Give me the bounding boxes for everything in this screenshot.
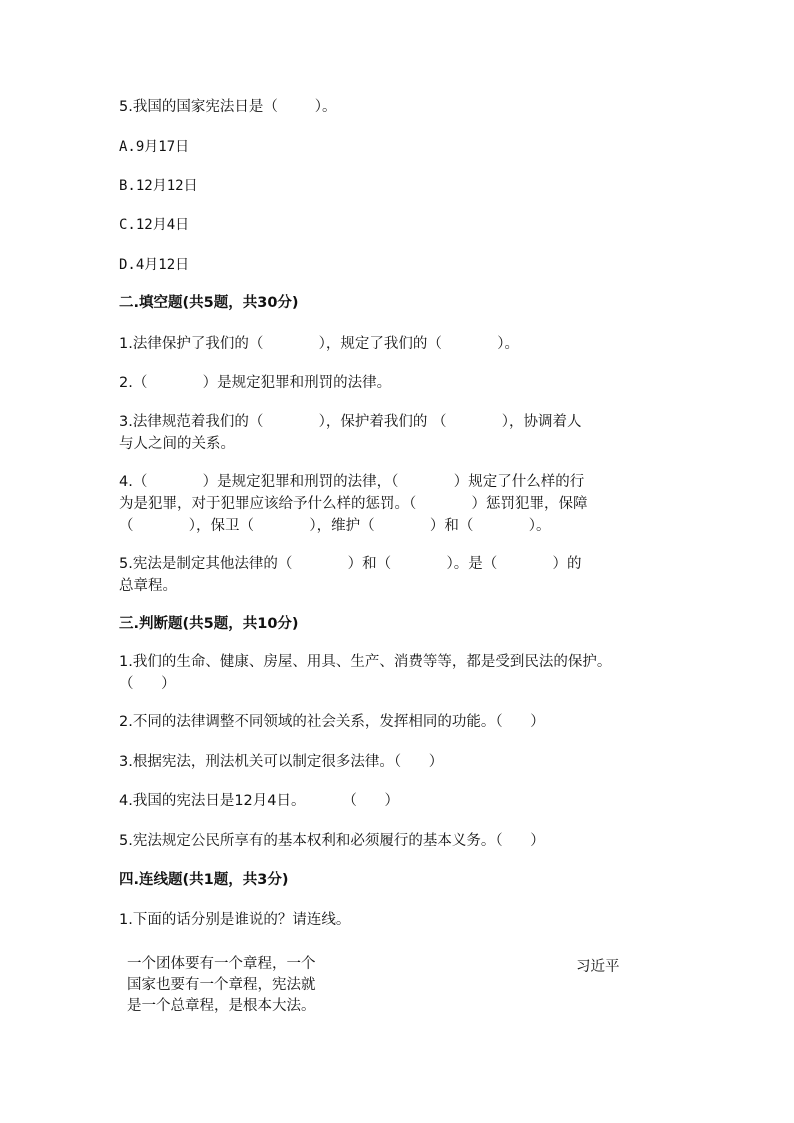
fill-question-3: 3.法律规范着我们的（ ），保护着我们的 （ ），协调着人 与人之间的关系。: [119, 414, 582, 452]
section-heading-matching: 四.连线题(共1题，共3分): [119, 872, 289, 888]
fill-question-1: 1.法律保护了我们的（ ），规定了我们的（ ）。: [119, 336, 519, 352]
section-heading-true-false: 三.判断题(共5题，共10分): [119, 616, 299, 632]
option-c: C.12月4日: [119, 217, 190, 233]
fill-question-5: 5.宪法是制定其他法律的（ ）和（ ）。是（ ）的 总章程。: [119, 556, 582, 594]
matching-right-speaker: 习近平: [576, 959, 620, 975]
judge-question-4: 4.我国的宪法日是12月4日。 （ ）: [119, 793, 400, 809]
judge-question-1: 1.我们的生命、健康、房屋、用具、生产、消费等等，都是受到民法的保护。 （ ）: [119, 654, 612, 692]
question-5-choice: 5.我国的国家宪法日是（ ）。: [119, 99, 337, 115]
judge-question-2: 2.不同的法律调整不同领域的社会关系，发挥相同的功能。（ ）: [119, 714, 545, 730]
section-heading-fill-blank: 二.填空题(共5题，共30分): [119, 295, 299, 311]
option-a: A.9月17日: [119, 139, 190, 155]
matching-left-quote: 一个团体要有一个章程，一个 国家也要有一个章程，宪法就 是一个总章程，是根本大法。: [127, 956, 316, 1014]
judge-question-5: 5.宪法规定公民所享有的基本权利和必须履行的基本义务。（ ）: [119, 833, 545, 849]
matching-question-1: 1.下面的话分别是谁说的？请连线。: [119, 912, 351, 928]
option-b: B.12月12日: [119, 178, 198, 194]
fill-question-4: 4.（ ）是规定犯罪和刑罚的法律，（ ）规定了什么样的行 为是犯罪，对于犯罪应该给予什么样的惩罚。（ ）惩罚犯罪，保障 （ ），保卫（ ），维护（ ）和（ ）。: [119, 474, 588, 534]
option-d: D.4月12日: [119, 257, 190, 273]
judge-question-3: 3.根据宪法，刑法机关可以制定很多法律。（ ）: [119, 754, 444, 770]
fill-question-2: 2.（ ）是规定犯罪和刑罚的法律。: [119, 375, 392, 391]
